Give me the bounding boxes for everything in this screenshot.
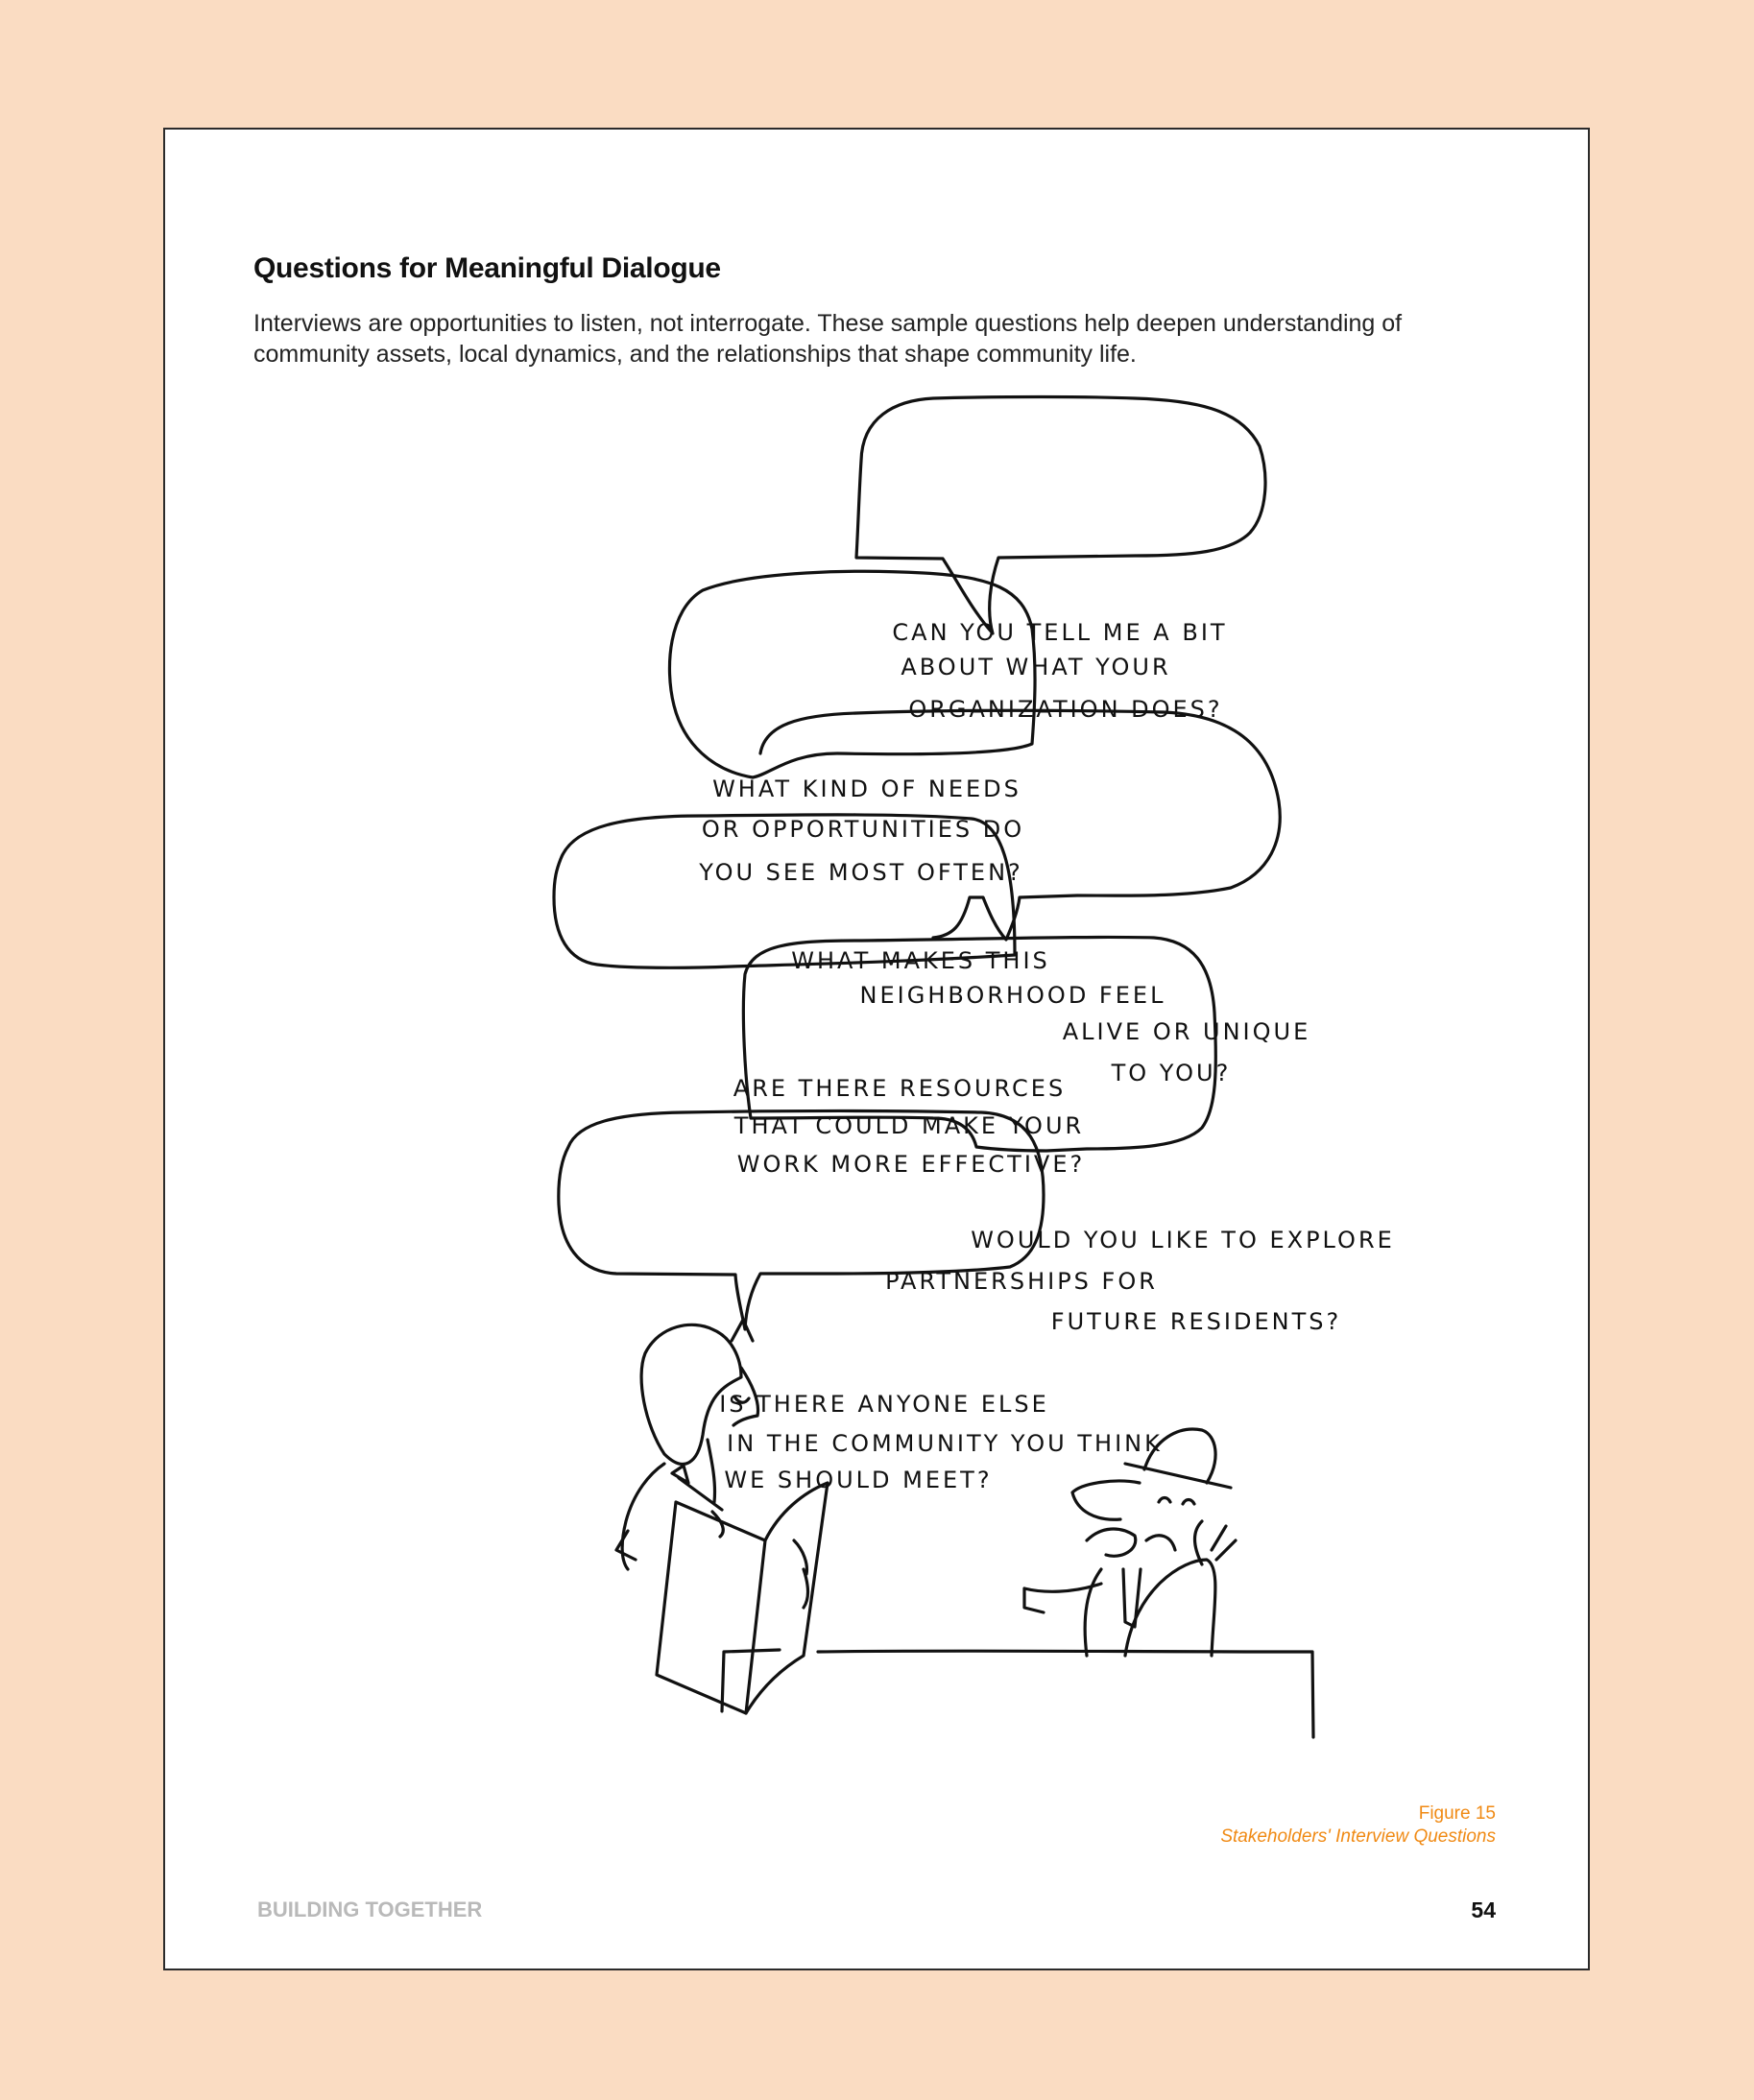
bubble-1-line-1: CAN YOU TELL ME A BIT [892,619,1228,646]
bubble-3-line-4: TO YOU? [1111,1060,1232,1086]
bubble-6-text [719,1391,1163,1493]
speech-bubble-6 [559,1111,1044,1330]
bubble-3-line-1: WHAT MAKES THIS [791,947,1050,974]
figure-caption [1220,1802,1496,1849]
figure-title: Stakeholders' Interview Questions [1220,1826,1496,1847]
bubble-3-line-3: ALIVE OR UNIQUE [1062,1018,1311,1045]
bubble-2-line-3: YOU SEE MOST OFTEN? [699,859,1023,886]
bubble-5-line-3: FUTURE RESIDENTS? [1050,1308,1342,1335]
bubble-5-line-1: WOULD YOU LIKE TO EXPLORE [971,1227,1395,1253]
section-heading: Questions for Meaningful Dialogue [253,252,721,284]
document-page [163,128,1590,1970]
bubble-1-line-2: ABOUT WHAT YOUR [901,654,1171,680]
bubble-5-text [885,1227,1395,1335]
interviewer-figure [616,1320,828,1713]
bubble-4-line-3: WORK MORE EFFECTIVE? [736,1151,1086,1178]
table [722,1650,1313,1737]
bubble-1-line-3: ORGANIZATION DOES? [908,696,1223,723]
stakeholder-figure [1024,1429,1236,1656]
bubble-3-text [791,947,1310,1086]
intro-paragraph: Interviews are opportunities to listen, not interrogate. These sample questions help deepen understanding of community assets, local dynamics, and the relationships that shape community life. [253,310,1403,368]
footer-page-number: 54 [1471,1897,1496,1922]
footer-publication-title: BUILDING TOGETHER [257,1897,483,1921]
bubble-5-line-2: PARTNERSHIPS FOR [885,1268,1158,1295]
bubble-2-text [698,776,1024,886]
bubble-4-text [733,1075,1085,1178]
bubble-6-line-1: IS THERE ANYONE ELSE [719,1391,1049,1418]
bubble-4-line-2: THAT COULD MAKE YOUR [733,1112,1085,1139]
bubble-4-line-1: ARE THERE RESOURCES [733,1075,1067,1102]
bubble-6-line-3: WE SHOULD MEET? [724,1467,993,1493]
bubble-2-line-1: WHAT KIND OF NEEDS [712,776,1021,802]
interview-illustration [165,130,1592,1972]
bubble-6-line-2: IN THE COMMUNITY YOU THINK [727,1430,1163,1457]
bubble-1-text [892,619,1227,723]
bubble-2-line-2: OR OPPORTUNITIES DO [701,816,1025,843]
figure-number: Figure 15 [1418,1803,1496,1824]
speech-bubble-1 [856,397,1265,634]
bubble-3-line-2: NEIGHBORHOOD FEEL [859,982,1166,1009]
